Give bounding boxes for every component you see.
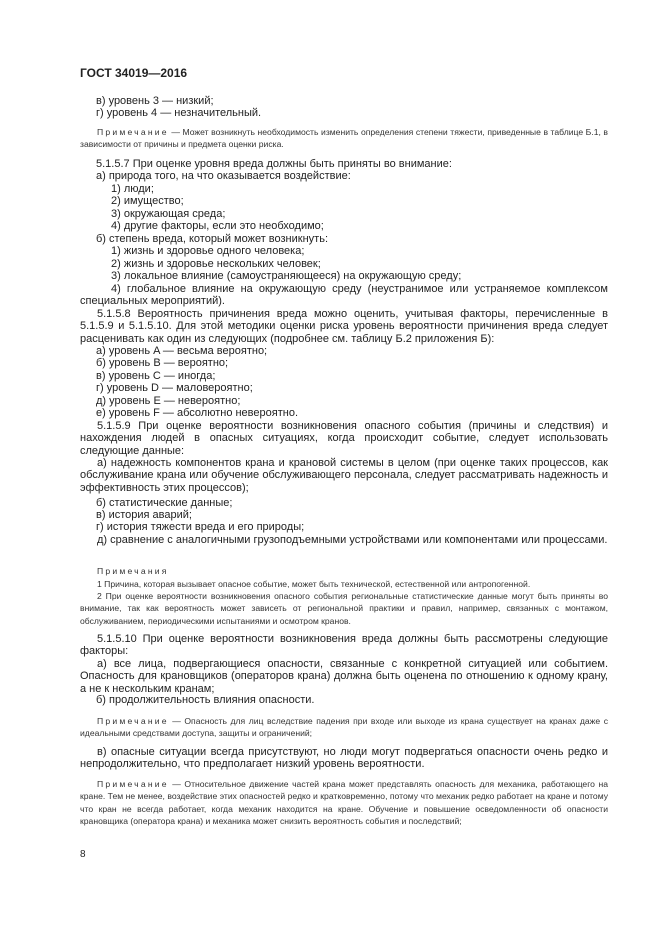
list-item: 2) имущество; — [111, 195, 184, 207]
list-item: г) уровень D — маловероятно; — [96, 382, 253, 394]
list-item: е) уровень F — абсолютно невероятно. — [96, 407, 298, 419]
list-item: д) сравнение с аналогичными грузоподъемными устройствами или компонентами или процессами. — [97, 534, 608, 546]
list-item: г) уровень 4 — незначительный. — [96, 107, 262, 119]
clause-5-1-5-8: 5.1.5.8 Вероятность причинения вреда можно оценить, учитывая факторы, перечисленные в 5.1.5.9 и 5.1.5.10. Для этой методики оценки риска уровень вероятности причинения вреда следует расценивать как один из следующих (подробнее см. таблицу Б.2 приложения Б): — [80, 308, 608, 345]
list-item: 1) жизнь и здоровье одного человека; — [111, 245, 305, 257]
note-item: 2 При оценке вероятности возникновения опасного события региональные статистические данные могут быть приняты во внимание, так как вероятность может зависеть от региональной практики и правил, например, связанных с монтажом, обслуживанием, периодическими испытаниями и осмотром кранов. — [80, 591, 608, 626]
clause-5-1-5-7: 5.1.5.7 При оценке уровня вреда должны быть приняты во внимание: — [96, 158, 452, 170]
list-item: 1) люди; — [111, 183, 154, 195]
note-text: — Может возникнуть необходимость изменить определения степени тяжести, приведенные в таблице Б.1, в зависимости от причины и предмета оценки риска. — [80, 127, 608, 150]
list-item: а) уровень A — весьма вероятно; — [96, 345, 268, 357]
list-item: в) уровень C — иногда; — [96, 370, 216, 382]
note — [80, 715, 608, 740]
note-item: 1 Причина, которая вызывает опасное событие, может быть технической, естественной или антропогенной. — [97, 579, 531, 589]
list-item: 3) окружающая среда; — [111, 208, 226, 220]
page-number: 8 — [80, 849, 86, 860]
notes-heading: Примечания — [97, 566, 169, 576]
note-text: — Относительное движение частей крана может представлять опасность для механика, работающего на кране. Тем не менее, воздействие этих опасностей редко и кратковременно, потому что механик редко работает на кране и потому что кран не всегда работает, когда механик находится на кране. Обучение и повышение осведомленности об опасности крановщика (оператора крана) и механика может снизить вероятность события и последствий; — [80, 779, 608, 826]
list-item: в) история аварий; — [96, 509, 192, 521]
list-item: 2) жизнь и здоровье нескольких человек; — [111, 258, 321, 270]
document-header: ГОСТ 34019—2016 — [80, 66, 188, 80]
list-item: б) статистические данные; — [96, 497, 233, 509]
note-label: Примечание — [97, 716, 169, 726]
list-item: а) надежность компонентов крана и крановой системы в целом (при оценке таких процессов, как обслуживание крана или обучение обслуживающего персонала, следует рассматривать надежность и эффективность этих процессов); — [80, 457, 608, 494]
list-item: б) уровень B — вероятно; — [96, 357, 229, 369]
note-label: Примечание — [97, 779, 169, 789]
clause-5-1-5-9: 5.1.5.9 При оценке вероятности возникновения опасного события (причины и следствия) и нахождения людей в опасных ситуациях, когда происходит событие, следует использовать следующие данные: — [80, 420, 608, 457]
list-item: 4) глобальное влияние на окружающую среду (неустранимое или устраняемое комплексом специальных мероприятий). — [80, 283, 608, 308]
clause-5-1-5-10: 5.1.5.10 При оценке вероятности возникновения вреда должны быть рассмотрены следующие факторы: — [80, 633, 608, 658]
note-label: Примечание — [97, 127, 169, 137]
list-item: г) история тяжести вреда и его природы; — [96, 521, 305, 533]
note — [80, 778, 608, 827]
list-item: б) продолжительность влияния опасности. — [96, 694, 315, 706]
list-item: а) природа того, на что оказывается воздействие: — [96, 170, 351, 182]
list-item: в) опасные ситуации всегда присутствуют, но люди могут подвергаться опасности очень редко и непродолжительно, что предполагает низкий уровень вероятности. — [80, 746, 608, 771]
list-item: 3) локальное влияние (самоустраняющееся) на окружающую среду; — [111, 270, 462, 282]
list-item: д) уровень E — невероятно; — [96, 395, 241, 407]
list-item: а) все лица, подвергающиеся опасности, связанные с конкретной ситуацией или событием. Опасность для крановщиков (операторов крана) должна быть оценена по отношению к одному крану, а не к нескольким кранам; — [80, 658, 608, 695]
list-item: б) степень вреда, который может возникнуть: — [96, 233, 328, 245]
note-text: — Опасность для лиц вследствие падения при входе или выходе из крана существует на кранах даже с идеальными средствами доступа, защиты и ограничений; — [80, 716, 608, 739]
list-item: в) уровень 3 — низкий; — [96, 95, 214, 107]
list-item: 4) другие факторы, если это необходимо; — [111, 220, 324, 232]
note — [80, 126, 608, 151]
